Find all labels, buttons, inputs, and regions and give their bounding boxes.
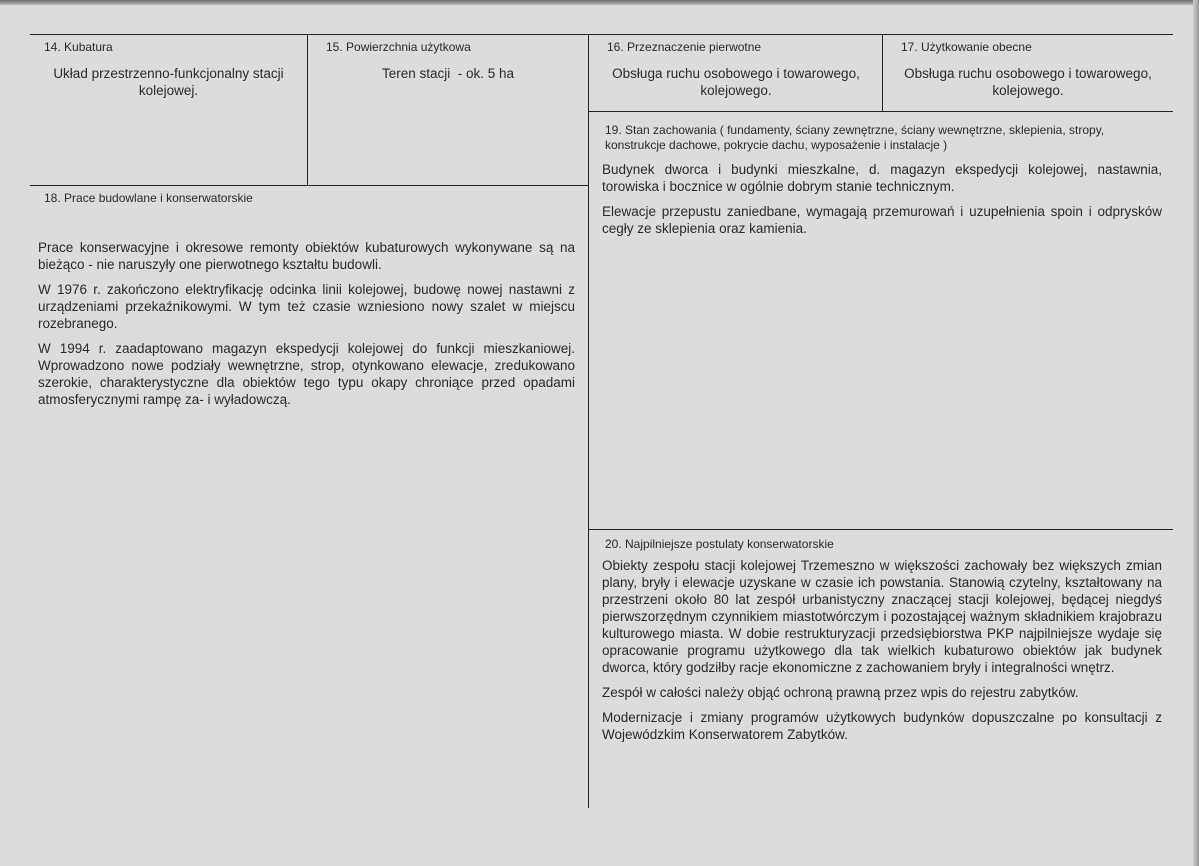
cell-19-body [602, 161, 1162, 245]
grid-line-v-center [588, 34, 589, 808]
grid-line-row2-left [30, 185, 588, 186]
scan-top-edge [0, 0, 1199, 5]
grid-line-v3 [882, 34, 883, 111]
cell-20-title: 20. Najpilniejsze postulaty konserwatorskie [605, 537, 834, 551]
cell-18-paragraph: Prace konserwacyjne i okresowe remonty obiektów kubaturowych wykonywane są na bieżąco - nie naruszyły one pierwotnego kształtu budowli. [38, 240, 575, 272]
cell-19-paragraph: Elewacje przepustu zaniedbane, wymagają przemurowań i uzupełnienia spoin i odprysków cegły ze sklepienia oraz kamienia. [602, 204, 1162, 236]
cell-19-paragraph: Budynek dworca i budynki mieszkalne, d. magazyn ekspedycji kolejowej, nastawnia, torowiska i bocznice w ogólnie dobrym stanie technicznym. [602, 162, 1162, 194]
cell-16-value: Obsługa ruchu osobowego i towarowego, kolejowego. [612, 66, 860, 98]
cell-20-paragraph: Modernizacje i zmiany programów użytkowych budynków dopuszczalne po konsultacji z Wojewódzkim Konserwatorem Zabytków. [602, 710, 1162, 742]
cell-20-paragraph: Obiekty zespołu stacji kolejowej Trzemeszno w większości zachowały bez większych zmian plany, bryły i elewacje uzyskane w czasie ich powstania. Stanowią czytelny, kształtowany na przestrzeni około 80 lat zespół urbanistyczny znaczącej stacji kolejowej, będącej niegdyś pierwszorzędnym czynnikiem miastotwórczym i pozostającej ważnym składnikiem krajobrazu kulturowego miasta. W dobie restrukturyzacji przedsiębiorstwa PKP najpilniejsze wydaje się opracowanie programu użytkowego dla tak wielkich kubaturowo obiektów jak budynek dworca, który godziłby racje ekonomiczne z zachowaniem bryły i integralności wnętrz. [602, 558, 1162, 675]
cell-19-title: 19. Stan zachowania ( fundamenty, ściany zewnętrzne, ściany wewnętrzne, sklepienia, stropy, konstrukcje dachowe, pokrycie dachu, wyposażenie i instalacje ) [605, 123, 1105, 152]
grid-line-row3-right [588, 529, 1173, 530]
cell-18-paragraph: W 1976 r. zakończono elektryfikację odcinka linii kolejowej, budowę nowej nastawni z urządzeniami przekaźnikowymi. W tym też czasie wzniesiono nowy szalet w miejscu rozebranego. [38, 282, 575, 331]
cell-18-body [38, 239, 575, 416]
cell-15-title: 15. Powierzchnia użytkowa [326, 40, 471, 54]
cell-16-title: 16. Przeznaczenie pierwotne [607, 40, 762, 54]
cell-17-value: Obsługa ruchu osobowego i towarowego, kolejowego. [904, 66, 1152, 98]
cell-14-value: Układ przestrzenno-funkcjonalny stacji kolejowej. [53, 66, 284, 98]
cell-20-body [602, 557, 1162, 751]
cell-18-paragraph: W 1994 r. zaadaptowano magazyn ekspedycji kolejowej do funkcji mieszkaniowej. Wprowadzono nowe podziały wewnętrzne, strop, otynkowano elewacje, zredukowano szerokie, charakterystyczne dla obiektów tego typu okapy chroniące przed opadami atmosferycznymi rampę za- i wyładowczą. [38, 341, 575, 407]
cell-14-title: 14. Kubatura [44, 40, 113, 54]
cell-17-title: 17. Użytkowanie obecne [901, 40, 1032, 54]
cell-20-paragraph: Zespół w całości należy objąć ochroną prawną przez wpis do rejestru zabytków. [602, 685, 1079, 700]
grid-line-v1 [307, 34, 308, 185]
grid-line-row2-right [588, 111, 1173, 112]
scan-right-edge [1193, 0, 1199, 866]
cell-18-title: 18. Prace budowlane i konserwatorskie [44, 191, 253, 205]
cell-15-value: Teren stacji - ok. 5 ha [381, 66, 515, 81]
grid-line-top [30, 34, 1173, 35]
